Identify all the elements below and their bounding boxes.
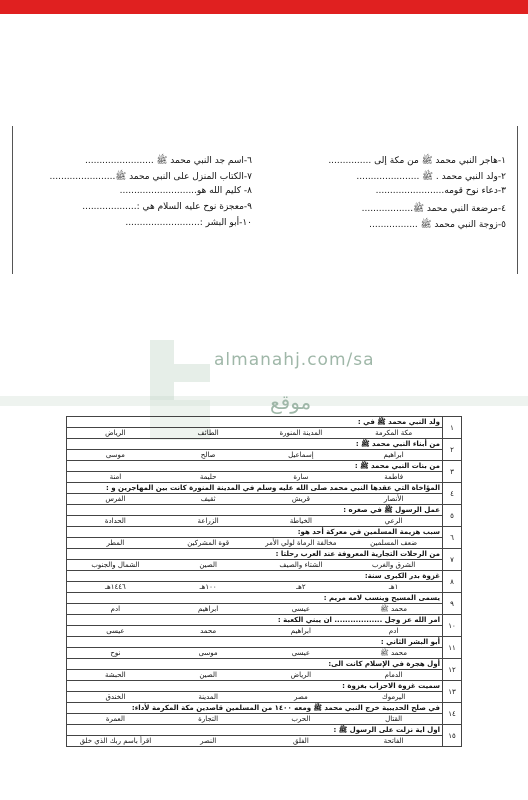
answer-option[interactable]: الخياطة — [289, 517, 312, 525]
fill-question: ٤-مرضعة النبي محمد ﷺ.................. — [361, 204, 506, 214]
options-cell — [67, 494, 443, 505]
options-cell — [67, 450, 443, 461]
question-text: من الرحلات التجارية المعروفة عند العرب رحلتا : — [67, 549, 443, 560]
answer-option[interactable]: اليرموك — [382, 693, 406, 701]
answer-option[interactable]: امنة — [109, 473, 122, 481]
answer-option[interactable]: ابراهيم — [383, 451, 404, 459]
answer-option[interactable]: الحدادة — [104, 517, 126, 525]
answer-option[interactable]: الطائف — [197, 429, 219, 437]
options-row — [67, 604, 462, 615]
question-text: يسمى المسيح وينسب لامه مريم : — [67, 593, 443, 604]
answer-option[interactable]: ١٠٠هـ — [199, 583, 217, 591]
options-row — [67, 538, 462, 549]
answer-option[interactable]: الأنصار — [383, 495, 404, 503]
answer-option[interactable]: قوة المشركين — [187, 539, 230, 547]
answer-option[interactable]: ابراهيم — [290, 627, 311, 635]
answer-option[interactable]: ١هـ — [388, 583, 399, 591]
question-row — [67, 417, 462, 428]
options-cell — [67, 670, 443, 681]
question-text: أبو البشر الثاني : — [67, 637, 443, 648]
question-number: ٧ — [443, 549, 462, 571]
fill-in-blank-box — [12, 126, 518, 274]
options-cell — [67, 692, 443, 703]
question-text: في صلح الحديبية خرج النبي محمد ﷺ ومعه ١٤٠٠ من المسلمين قاصدين مكة المكرمة لأداء: — [67, 703, 443, 714]
options-row — [67, 714, 462, 725]
fill-question: ١-هاجر النبي محمد ﷺ من مكة إلى ............... — [328, 156, 506, 166]
answer-option[interactable]: الرياض — [290, 671, 312, 679]
question-number: ٨ — [443, 571, 462, 593]
question-row — [67, 615, 462, 626]
question-row — [67, 659, 462, 670]
question-row — [67, 439, 462, 450]
answer-option[interactable]: محمد ﷺ — [380, 605, 407, 613]
answer-option[interactable]: عيسى — [106, 627, 125, 635]
options-cell — [67, 714, 443, 725]
options-cell — [67, 516, 443, 527]
question-number: ١١ — [443, 637, 462, 659]
watermark-label: موقع — [270, 390, 312, 414]
options-row — [67, 428, 462, 439]
question-row — [67, 571, 462, 582]
question-text: سبب هزيمة المسلمين في معركة أحد هو: — [67, 527, 443, 538]
fill-question: ٥-زوجة النبي محمد ﷺ ................. — [369, 220, 506, 230]
answer-option[interactable]: الرعي — [384, 517, 403, 525]
fill-question: ٩-معجزة نوح عليه السلام هي :................... — [82, 202, 252, 212]
question-row — [67, 461, 462, 472]
options-row — [67, 560, 462, 571]
question-text: سميت غزوة الاحزاب بغزوة : — [67, 681, 443, 692]
answer-option[interactable]: صالح — [200, 451, 216, 459]
answer-option[interactable]: محمد ﷺ — [380, 649, 407, 657]
answer-option[interactable]: ٢هـ — [296, 583, 306, 591]
top-red-bar — [0, 0, 528, 14]
options-row — [67, 450, 462, 461]
options-row — [67, 494, 462, 505]
question-number: ٥ — [443, 505, 462, 527]
question-text: غزوة بدر الكبرى سنة: — [67, 571, 443, 582]
answer-option[interactable]: موسى — [198, 649, 218, 657]
answer-option[interactable]: ابراهيم — [198, 605, 219, 613]
options-row — [67, 670, 462, 681]
answer-option[interactable]: ثقيف — [200, 495, 216, 503]
options-row — [67, 472, 462, 483]
answer-option[interactable]: ١٤٤٦هـ — [104, 583, 126, 591]
question-row — [67, 527, 462, 538]
question-number: ٣ — [443, 461, 462, 483]
options-row — [67, 692, 462, 703]
answer-option[interactable]: مكة المكرمة — [375, 429, 413, 437]
answer-option[interactable]: نوح — [110, 649, 121, 657]
question-text: من بنات النبي محمد ﷺ : — [67, 461, 443, 472]
answer-option[interactable]: العمرة — [105, 715, 125, 723]
options-cell — [67, 538, 443, 549]
fill-question: ٣-دعاء نوح قومه........................ — [375, 186, 506, 196]
answer-option[interactable]: ضعف المسلمين — [370, 539, 418, 547]
answer-option[interactable]: عيسى — [291, 649, 311, 657]
answer-option[interactable]: التجارة — [198, 715, 219, 723]
options-cell — [67, 604, 443, 615]
options-cell — [67, 428, 443, 439]
answer-option[interactable]: الفرس — [105, 495, 126, 503]
options-row — [67, 582, 462, 593]
answer-option[interactable]: الصين — [199, 671, 217, 679]
answer-option[interactable]: محمد — [200, 627, 217, 635]
answer-option[interactable]: موسى — [105, 451, 125, 459]
options-cell — [67, 472, 443, 483]
question-number: ١٥ — [443, 725, 462, 747]
answer-option[interactable]: الصين — [199, 561, 217, 569]
multiple-choice-table — [66, 416, 462, 747]
fill-question: ٧-الكتاب المنزل على النبي محمد ﷺ....................... — [49, 172, 252, 182]
question-row — [67, 593, 462, 604]
answer-option[interactable]: الشتاء والصيف — [279, 561, 323, 569]
answer-option[interactable]: المدينة المنورة — [279, 429, 323, 437]
watermark-url: almanahj.com/sa — [214, 350, 375, 370]
fill-question: ٨- كليم الله هو........................... — [119, 186, 252, 196]
question-text: امر الله عز وجل .................. ان يبني الكعبة : — [67, 615, 443, 626]
question-number: ١٠ — [443, 615, 462, 637]
question-row — [67, 703, 462, 714]
answer-option[interactable]: النصر — [200, 737, 217, 745]
answer-option[interactable]: الفلق — [292, 737, 309, 745]
question-number: ٦ — [443, 527, 462, 549]
answer-option[interactable]: ادم — [110, 605, 121, 613]
options-row — [67, 648, 462, 659]
question-text: المؤاخاة التي عقدها النبي محمد صلى الله عليه وسلم في المدينة المنورة كانت بين المهاجرين و : — [67, 483, 443, 494]
question-number: ٢ — [443, 439, 462, 461]
question-number: ٩ — [443, 593, 462, 615]
question-text: أول هجرة في الإسلام كانت الى: — [67, 659, 443, 670]
question-row — [67, 505, 462, 516]
answer-option[interactable]: سارة — [293, 473, 309, 481]
answer-option[interactable]: مخالفة الرماة لولي الأمر — [265, 539, 337, 547]
fill-question: ٦-اسم جد النبي محمد ﷺ ........................ — [85, 156, 252, 166]
question-row — [67, 549, 462, 560]
options-cell — [67, 648, 443, 659]
question-number: ١٣ — [443, 681, 462, 703]
question-row — [67, 725, 462, 736]
question-text: عمل الرسول ﷺ في صغره : — [67, 505, 443, 516]
question-text: اول اية نزلت على الرسول ﷺ : — [67, 725, 443, 736]
answer-option[interactable]: المطر — [106, 539, 125, 547]
answer-option[interactable]: المدينة — [198, 693, 218, 701]
answer-option[interactable]: الفاتحة — [383, 737, 404, 745]
options-row — [67, 626, 462, 637]
options-cell — [67, 582, 443, 593]
question-row — [67, 637, 462, 648]
question-number: ٤ — [443, 483, 462, 505]
answer-option[interactable]: الشمال والجنوب — [91, 561, 140, 569]
question-number: ١٤ — [443, 703, 462, 725]
question-text: من أبناء النبي محمد ﷺ : — [67, 439, 443, 450]
answer-option[interactable]: إسماعيل — [288, 451, 314, 459]
options-row — [67, 736, 462, 747]
question-number: ١٢ — [443, 659, 462, 681]
answer-option[interactable]: ادم — [388, 627, 399, 635]
options-cell — [67, 560, 443, 571]
answer-option[interactable]: الخندق — [105, 693, 126, 701]
answer-option[interactable]: القتال — [385, 715, 403, 723]
answer-option[interactable]: الحرب — [291, 715, 311, 723]
fill-question: ١٠-أبو البشر :.......................... — [125, 218, 252, 228]
question-number: ١ — [443, 417, 462, 439]
options-row — [67, 516, 462, 527]
answer-option[interactable]: اقرأ باسم ربك الذي خلق — [79, 737, 152, 745]
options-cell — [67, 626, 443, 637]
answer-option[interactable]: الحبشة — [105, 671, 126, 679]
question-row — [67, 681, 462, 692]
answer-option[interactable]: قريش — [291, 495, 310, 503]
question-row — [67, 483, 462, 494]
answer-option[interactable]: حليمة — [199, 473, 217, 481]
answer-option[interactable]: الدمام — [384, 671, 403, 679]
answer-option[interactable]: عيسى — [291, 605, 311, 613]
question-text: ولد النبي محمد ﷺ في : — [67, 417, 443, 428]
fill-question: ٢-ولد النبي محمد . ﷺ ...................... — [356, 172, 506, 182]
options-cell — [67, 736, 443, 747]
answer-option[interactable]: الرياض — [105, 429, 126, 437]
answer-option[interactable]: الشرق والغرب — [372, 561, 416, 569]
answer-option[interactable]: فاطمة — [384, 473, 404, 481]
answer-option[interactable]: الزراعة — [197, 517, 219, 525]
answer-option[interactable]: مصر — [294, 693, 308, 701]
